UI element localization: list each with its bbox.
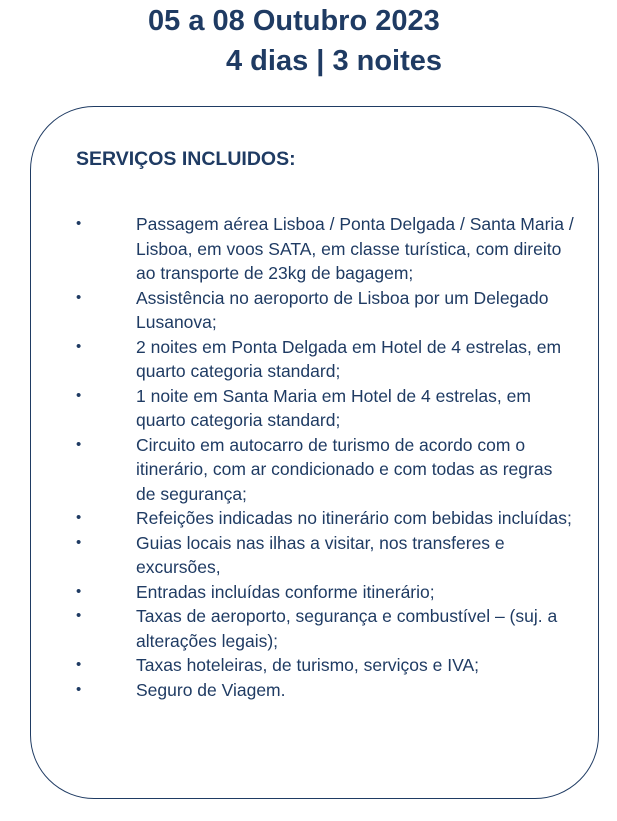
- bullet-icon: •: [76, 435, 82, 453]
- list-item: [70, 212, 590, 286]
- list-item: [70, 335, 590, 384]
- bullet-icon: •: [76, 288, 82, 306]
- list-item-text: 1 noite em Santa Maria em Hotel de 4 estrelas, em quarto categoria standard;: [136, 385, 531, 430]
- list-item-text: Circuito em autocarro de turismo de acordo com o itinerário, com ar condicionado e com todas as regras de segurança;: [136, 434, 553, 504]
- services-list: [70, 212, 590, 702]
- bullet-icon: •: [76, 337, 82, 355]
- list-item-text: Assistência no aeroporto de Lisboa por um Delegado Lusanova;: [136, 287, 549, 332]
- list-item: [70, 678, 590, 703]
- list-item-text: Taxas hoteleiras, de turismo, serviços e IVA;: [136, 655, 480, 675]
- list-item-text: Entradas incluídas conforme itinerário;: [136, 581, 435, 602]
- list-item-text: 2 noites em Ponta Delgada em Hotel de 4 estrelas, em quarto categoria standard;: [136, 336, 562, 381]
- bullet-icon: •: [76, 656, 82, 673]
- list-item-text: Taxas de aeroporto, segurança e combustível – (suj. a alterações legais);: [136, 606, 558, 651]
- list-item: [70, 384, 590, 433]
- bullet-icon: •: [76, 533, 82, 551]
- trip-duration: 4 dias | 3 noites: [226, 45, 443, 77]
- list-item: [70, 506, 590, 531]
- list-item-text: Refeições indicadas no itinerário com bebidas incluídas;: [136, 508, 572, 528]
- list-item-text: Guias locais nas ilhas a visitar, nos transferes e excursões,: [136, 532, 505, 577]
- bullet-icon: •: [76, 386, 82, 404]
- services-title: SERVIÇOS INCLUIDOS:: [76, 148, 296, 170]
- list-item: [70, 604, 590, 653]
- bullet-icon: •: [76, 582, 82, 600]
- list-item: [70, 433, 590, 507]
- list-item: [70, 580, 590, 605]
- bullet-icon: •: [76, 509, 82, 526]
- list-item-text: Seguro de Viagem.: [136, 679, 286, 700]
- trip-dates: 05 a 08 Outubro 2023: [148, 5, 440, 37]
- bullet-icon: •: [76, 215, 82, 232]
- bullet-icon: •: [76, 680, 82, 698]
- list-item: [70, 653, 590, 678]
- bullet-icon: •: [76, 607, 82, 624]
- list-item-text: Passagem aérea Lisboa / Ponta Delgada / Santa Maria / Lisboa, em voos SATA, em classe turística, com direito ao transporte de 23kg de bagagem;: [136, 214, 574, 283]
- list-item: [70, 286, 590, 335]
- list-item: [70, 531, 590, 580]
